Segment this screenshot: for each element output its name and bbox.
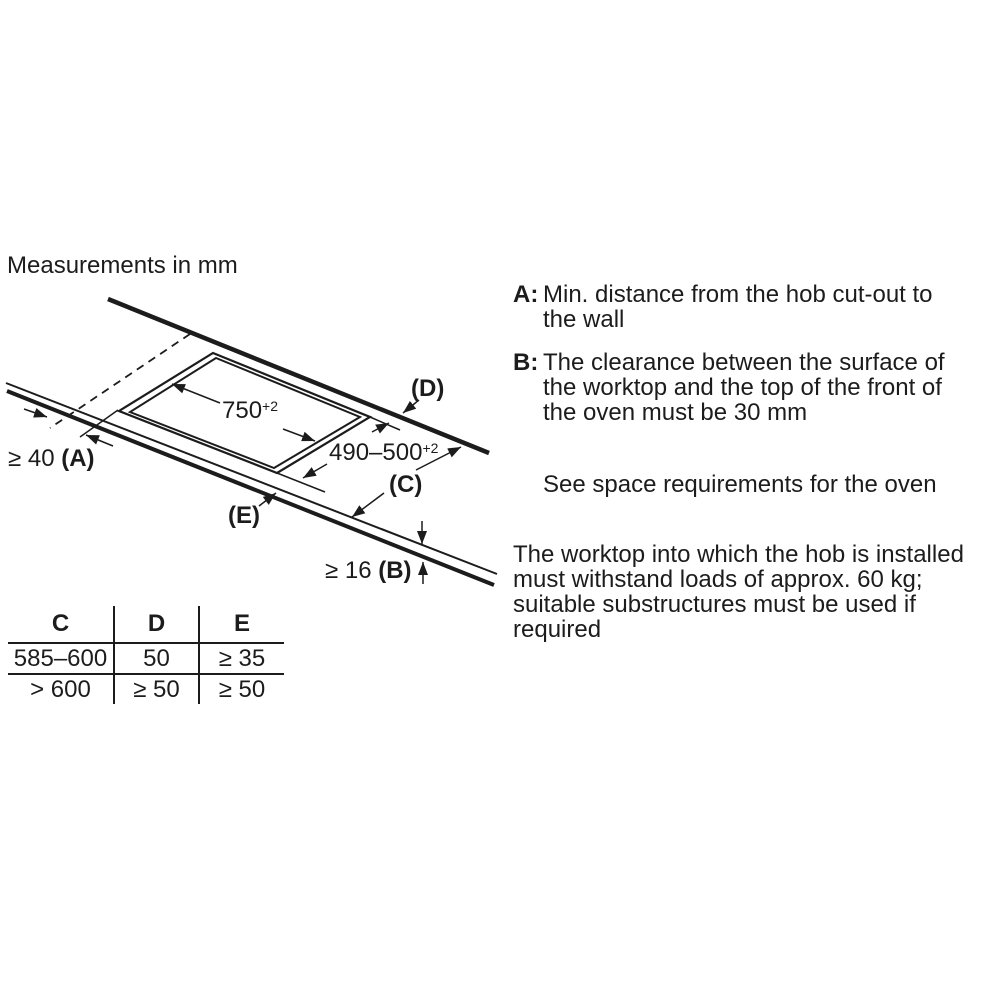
table-cell-e1: ≥ 35 bbox=[199, 643, 284, 674]
table-cell-c2: > 600 bbox=[8, 674, 114, 704]
dim-depth-extension-upper bbox=[370, 417, 400, 430]
dim-depth-label bbox=[329, 440, 438, 468]
note-load-line1: The worktop into which the hob is installed bbox=[513, 541, 964, 568]
dim-a-label bbox=[8, 446, 95, 472]
dim-a-arrow-left bbox=[24, 409, 47, 417]
note-load-line4: required bbox=[513, 616, 602, 643]
dim-depth-value: 490–500 bbox=[329, 439, 423, 466]
dim-depth-extension-lower bbox=[277, 473, 325, 492]
dim-depth-arrow-upper bbox=[372, 423, 389, 432]
table-row bbox=[8, 643, 284, 674]
dimension-table bbox=[8, 606, 284, 704]
note-b-line3: the oven must be 30 mm bbox=[543, 399, 808, 426]
note-load bbox=[513, 542, 964, 642]
table-row bbox=[8, 674, 284, 704]
table-header-row bbox=[8, 606, 284, 643]
note-b bbox=[513, 350, 945, 425]
page-title: Measurements in mm bbox=[7, 252, 238, 279]
dim-width-tolerance: +2 bbox=[262, 398, 279, 414]
dim-width-arrow-right bbox=[283, 429, 315, 441]
dim-width-label bbox=[222, 398, 278, 426]
dim-depth-arrow-lower bbox=[303, 464, 327, 478]
table-cell-e2: ≥ 50 bbox=[218, 675, 266, 703]
note-load-line2: must withstand loads of approx. 60 kg; bbox=[513, 566, 923, 593]
note-a-label: A: bbox=[513, 281, 539, 308]
dim-a-letter: (A) bbox=[61, 445, 95, 472]
dim-depth-tolerance: +2 bbox=[422, 440, 439, 456]
label-e: (E) bbox=[228, 502, 260, 529]
dim-a-value: ≥ 40 bbox=[8, 445, 62, 472]
label-d: (D) bbox=[411, 375, 445, 402]
table-cell-c1: 585–600 bbox=[8, 643, 114, 674]
note-load-line3: suitable substructures must be used if bbox=[513, 591, 916, 618]
note-b-label: B: bbox=[513, 349, 539, 376]
table-cell-d1: 50 bbox=[114, 643, 199, 674]
table-header-e: E bbox=[199, 606, 284, 643]
label-c-arrow-down bbox=[352, 493, 384, 517]
note-see-space-text: See space requirements for the oven bbox=[543, 471, 937, 498]
table-header-c: C bbox=[8, 606, 114, 643]
dim-b-letter: (B) bbox=[378, 557, 412, 584]
label-c: (C) bbox=[389, 471, 423, 498]
dim-width-value: 750 bbox=[222, 397, 263, 424]
dim-width-arrow-left bbox=[172, 384, 220, 403]
note-a-line1: Min. distance from the hob cut-out to bbox=[543, 281, 933, 308]
note-a-line2: the wall bbox=[543, 306, 625, 333]
note-a bbox=[513, 282, 933, 332]
table-cell-d2: ≥ 50 bbox=[114, 674, 199, 704]
note-see-space bbox=[513, 472, 937, 497]
table-header-d: D bbox=[114, 606, 199, 643]
dim-b-label bbox=[325, 558, 412, 584]
note-b-line1: The clearance between the surface of bbox=[543, 349, 945, 376]
note-b-line2: the worktop and the top of the front of bbox=[543, 374, 942, 401]
dim-b-value: ≥ 16 bbox=[325, 557, 379, 584]
